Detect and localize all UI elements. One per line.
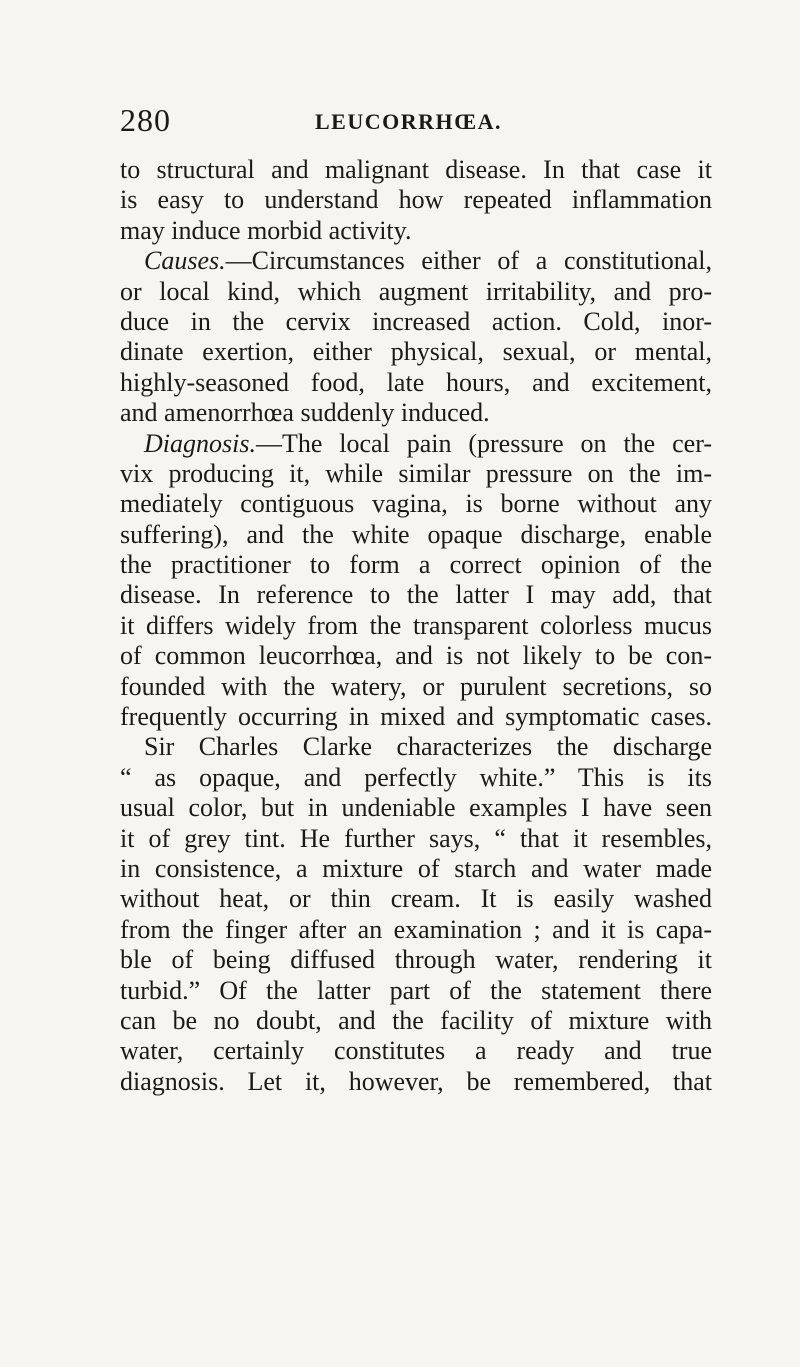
text-line — [120, 155, 712, 185]
line-text: diagnosis. Let it, however, be remembered, that — [120, 1066, 712, 1096]
section-heading: Diagnosis. — [144, 428, 256, 458]
line-text: and amenorrhœa suddenly induced. — [120, 398, 490, 428]
text-line — [120, 763, 712, 793]
line-text: usual color, but in undeniable examples I have seen — [120, 793, 712, 823]
running-head — [120, 100, 680, 140]
line-text: the practitioner to form a correct opinion of the — [120, 550, 712, 580]
line-text: ble of being diffused through water, rendering it — [120, 945, 712, 975]
line-text: dinate exertion, either physical, sexual, or mental, — [120, 337, 712, 367]
text-line — [120, 489, 712, 519]
line-text: —Circumstances either of a constitutional, — [225, 246, 712, 276]
text-line — [120, 398, 712, 428]
line-text: without heat, or thin cream. It is easily washed — [120, 884, 712, 914]
line-text: it of grey tint. He further says, “ that it resembles, — [120, 823, 712, 853]
text-line — [120, 307, 712, 337]
text-line — [120, 672, 712, 702]
text-line — [120, 824, 712, 854]
text-line — [120, 550, 712, 580]
body-text — [120, 155, 712, 1097]
line-text: is easy to understand how repeated inflammation — [120, 185, 712, 215]
text-line — [120, 1067, 712, 1097]
line-text: can be no doubt, and the facility of mixture with — [120, 1005, 712, 1035]
line-text: mediately contiguous vagina, is borne without any — [120, 489, 712, 519]
text-line — [120, 459, 712, 489]
text-line — [120, 429, 712, 459]
page-number: 280 — [120, 102, 171, 138]
text-line — [120, 793, 712, 823]
text-line — [120, 702, 712, 732]
text-line — [120, 641, 712, 671]
text-line — [120, 976, 712, 1006]
line-text: Sir Charles Clarke characterizes the discharge — [144, 732, 712, 762]
text-line — [120, 185, 712, 215]
line-text: suffering), and the white opaque discharge, enable — [120, 519, 712, 549]
text-line — [120, 580, 712, 610]
text-line — [120, 368, 712, 398]
text-line — [120, 277, 712, 307]
text-line — [120, 246, 712, 276]
line-text: “ as opaque, and perfectly white.” This is its — [120, 762, 712, 792]
line-text: in consistence, a mixture of starch and water made — [120, 853, 712, 883]
text-line — [120, 1006, 712, 1036]
line-text: it differs widely from the transparent colorless mucus — [120, 610, 712, 640]
line-text: highly-seasoned food, late hours, and excitement, — [120, 367, 712, 397]
text-line — [120, 732, 712, 762]
line-text: or local kind, which augment irritability, and pro- — [120, 276, 712, 306]
text-line — [120, 915, 712, 945]
text-line — [120, 1036, 712, 1066]
text-line — [120, 611, 712, 641]
line-text: disease. In reference to the latter I may add, that — [120, 580, 712, 610]
line-text: duce in the cervix increased action. Cold, inor- — [120, 306, 712, 336]
text-line — [120, 945, 712, 975]
line-text: from the finger after an examination ; and it is capa- — [120, 914, 712, 944]
text-line — [120, 520, 712, 550]
text-line — [120, 337, 712, 367]
line-text: vix producing it, while similar pressure on the im- — [120, 458, 712, 488]
text-line — [120, 884, 712, 914]
line-text: turbid.” Of the latter part of the statement there — [120, 975, 712, 1005]
line-text: may induce morbid activity. — [120, 215, 412, 245]
line-text: water, certainly constitutes a ready and true — [120, 1036, 712, 1066]
line-text: to structural and malignant disease. In that case it — [120, 155, 712, 184]
line-text: founded with the watery, or purulent secretions, so — [120, 671, 712, 701]
text-line — [120, 854, 712, 884]
running-title: LEUCORRHŒA. — [315, 109, 503, 134]
line-text: —The local pain (pressure on the cer- — [255, 428, 712, 458]
section-heading: Causes. — [144, 246, 226, 276]
text-line — [120, 216, 712, 246]
line-text: frequently occurring in mixed and symptomatic cases. — [120, 702, 712, 732]
line-text: of common leucorrhœa, and is not likely to be con- — [120, 641, 712, 671]
